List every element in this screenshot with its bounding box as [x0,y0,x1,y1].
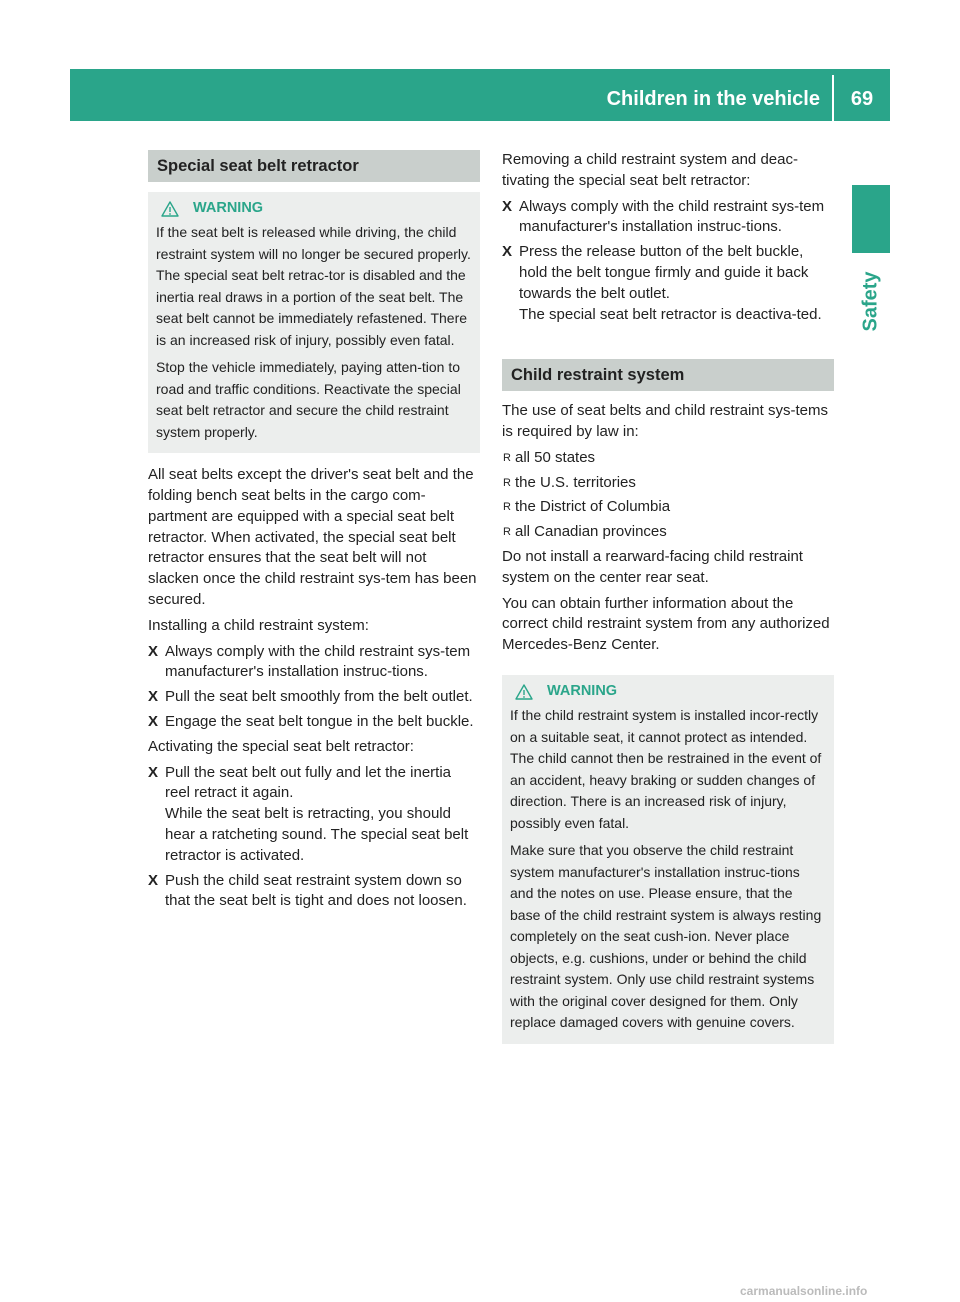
header-bar [70,69,890,121]
list-item [502,522,834,543]
step-arrow-icon: X [148,713,159,731]
right-column [502,150,834,1056]
warning-title [510,681,826,703]
list-item [502,497,834,518]
warning-triangle-icon [515,684,533,700]
side-section-text: Safety [859,270,882,332]
step-text: Always comply with the child restraint sys-tem manufacturer's installation instruc-tions. [519,197,825,236]
bullet-icon: R [503,476,511,489]
warning-title [156,198,472,220]
step-arrow-icon: X [148,688,159,706]
left-column [148,150,480,916]
step-item [148,763,480,867]
step-text: Press the release button of the belt buckle, hold the belt tongue firmly and guide it back towards the belt outlet. [519,243,809,302]
warning-label: WARNING [193,199,264,216]
paragraph: You can obtain further information about the correct child restraint system from any authorized Mercedes-Benz Center. [502,594,830,654]
spacer [502,661,834,675]
paragraph: The use of seat belts and child restraint sys-tems is required by law in: [502,402,828,440]
list-item-text: the U.S. territories [515,473,636,491]
step-text: Pull the seat belt smoothly from the belt outlet. [165,688,473,706]
list-item [502,473,834,494]
section-heading: Special seat belt retractor [148,150,480,182]
side-tab-marker [852,185,890,253]
step-text: Pull the seat belt out fully and let the inertia reel retract it again. [165,763,452,802]
paragraph: Removing a child restraint system and deac-tivating the special seat belt retractor: [502,151,798,189]
paragraph: Installing a child restraint system: [148,616,369,634]
warning-triangle-icon [161,201,179,217]
list-item [502,448,834,469]
step-text: Engage the seat belt tongue in the belt buckle. [165,713,474,731]
paragraph: All seat belts except the driver's seat belt and the folding bench seat belts in the cargo com-partment are equipped with a special seat belt retractor. When activated, the special seat belt retractor ensures that the seat belt will not slacken once the child restraint sys-tem has been secured. [148,466,477,609]
chapter-title: Children in the vehicle [606,88,820,110]
step-item [148,642,480,684]
list-item-text: all Canadian provinces [515,523,667,541]
step-item [148,687,480,708]
spacer [502,329,834,359]
step-text: Always comply with the child restraint sys-tem manufacturer's installation instruc-tions. [165,642,471,681]
step-item [502,242,834,325]
page-number: 69 [850,88,874,110]
step-arrow-icon: X [148,871,159,889]
step-item [148,712,480,733]
warning-text: Make sure that you observe the child restraint system manufacturer's installation instruc-tions and the notes on use. Please ensure, that the base of the child restraint system is always resting completely on the seat cush-ion. Never place objects, e.g. cushions, under or behind the child restraint system. Only use child restraint systems with the original cover designed for them. Only replace damaged covers with genuine covers. [510,842,822,1031]
step-arrow-icon: X [502,197,513,215]
warning-text: Stop the vehicle immediately, paying atten-tion to road and traffic conditions. Reactivate the special seat belt retractor and secure the child restraint system properly. [156,359,461,440]
step-arrow-icon: X [148,642,159,660]
step-item [148,871,480,913]
step-result: While the seat belt is retracting, you should hear a ratcheting sound. The special seat belt retractor is activated. [165,805,469,864]
step-arrow-icon: X [148,763,159,781]
warning-box [148,192,480,454]
side-section-label [852,262,890,340]
paragraph: Activating the special seat belt retractor: [148,737,414,755]
step-arrow-icon: X [502,243,513,261]
warning-label: WARNING [547,682,618,699]
step-text: Push the child seat restraint system down so that the seat belt is tight and does not loosen. [165,871,467,910]
step-result: The special seat belt retractor is deactiva-ted. [519,305,822,323]
warning-text: If the child restraint system is installed incor-rectly on a suitable seat, it cannot protect as intended. The child cannot then be restrained in the event of an accident, heavy braking or sudden changes of direction. There is an increased risk of injury, possibly even fatal. [510,707,822,831]
list-item-text: all 50 states [515,448,596,466]
bullet-icon: R [503,526,511,539]
warning-text: If the seat belt is released while driving, the child restraint system will no longer be secured properly. The special seat belt retrac-tor is disabled and the inertia real draws in a portion of the seat belt. The seat belt cannot be immediately refastened. There is an increased risk of injury, possibly even fatal. [156,224,471,348]
paragraph: Do not install a rearward-facing child restraint system on the center rear seat. [502,547,803,586]
step-item [502,197,834,239]
bullet-icon: R [503,451,511,464]
watermark: carmanualsonline.info [740,1284,868,1298]
warning-box [502,675,834,1044]
section-heading: Child restraint system [502,359,834,391]
bullet-icon: R [503,501,511,514]
list-item-text: the District of Columbia [515,498,671,516]
